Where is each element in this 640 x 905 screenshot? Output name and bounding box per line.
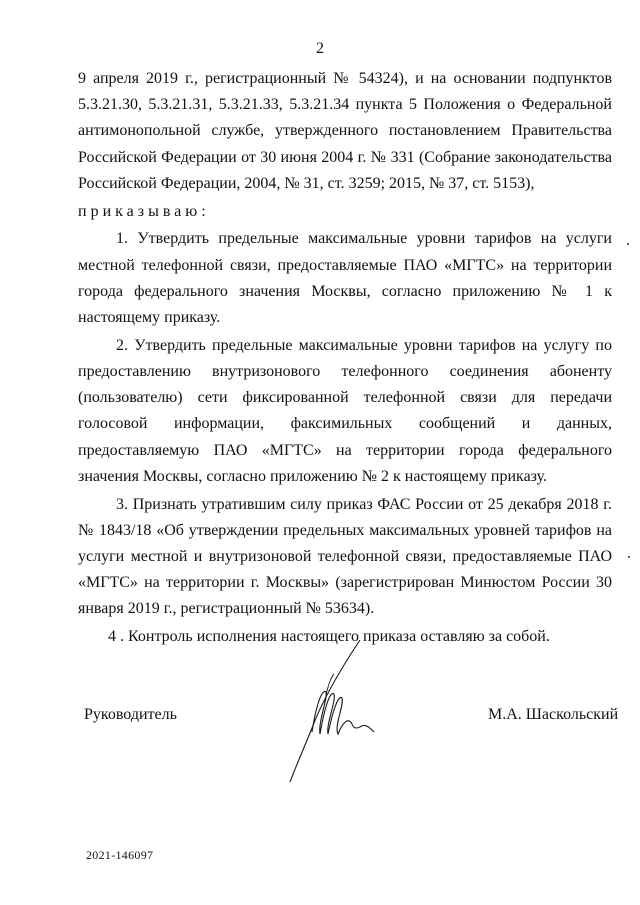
signatory-name: М.А. Шаскольский (488, 706, 619, 723)
page-number: 2 (316, 40, 324, 57)
paragraph-item-1: 1. Утвердить предельные максимальные уровни тарифов на услуги местной телефонной связи, предоставляемые ПАО «МГТС» на территории города федерального значения Москвы, согласно приложению № 1 к настоящему приказу. (78, 230, 612, 327)
scan-speck (627, 243, 629, 245)
order-word: приказываю: (78, 202, 210, 220)
document-body (78, 66, 612, 652)
paragraph-item-2: 2. Утвердить предельные максимальные уровни тарифов на услугу по предоставлению внутризонового телефонного соединения абоненту (пользователю) сети фиксированной телефонной связи для передачи голосовой информации, факсимильных сообщений и данных, предоставляемую ПАО «МГТС» на территории города федерального значения Москвы, согласно приложению № 2 к настоящему приказу. (78, 336, 612, 485)
scan-speck (628, 556, 630, 558)
paragraph-intro: 9 апреля 2019 г., регистрационный № 54324), и на основании подпунктов 5.3.21.30, 5.3.21.31, 5.3.21.33, 5.3.21.34 пункта 5 Положения о Федеральной антимонопольной службе, утвержденного постановлением Правительства Российской Федерации от 30 июня 2004 г. № 331 (Собрание законодательства Российской Федерации, 2004, № 31, ст. 3259; 2015, № 37, ст. 5153), (78, 70, 612, 192)
handwritten-signature (282, 636, 382, 786)
signatory-position: Руководитель (84, 706, 177, 723)
paragraph-item-3: 3. Признать утратившим силу приказ ФАС России от 25 декабря 2018 г. № 1843/18 «Об утверждении предельных максимальных уровней тарифов на услуги местной и внутризоновой телефонной связи, предоставляемые ПАО «МГТС» на территории г. Москвы» (зарегистрирован Минюстом России 30 января 2019 г., регистрационный № 53634). (78, 495, 612, 618)
document-number: 2021-146097 (86, 848, 154, 862)
paragraph-item-4: 4 . Контроль исполнения настоящего приказа оставляю за собой. (108, 628, 550, 646)
